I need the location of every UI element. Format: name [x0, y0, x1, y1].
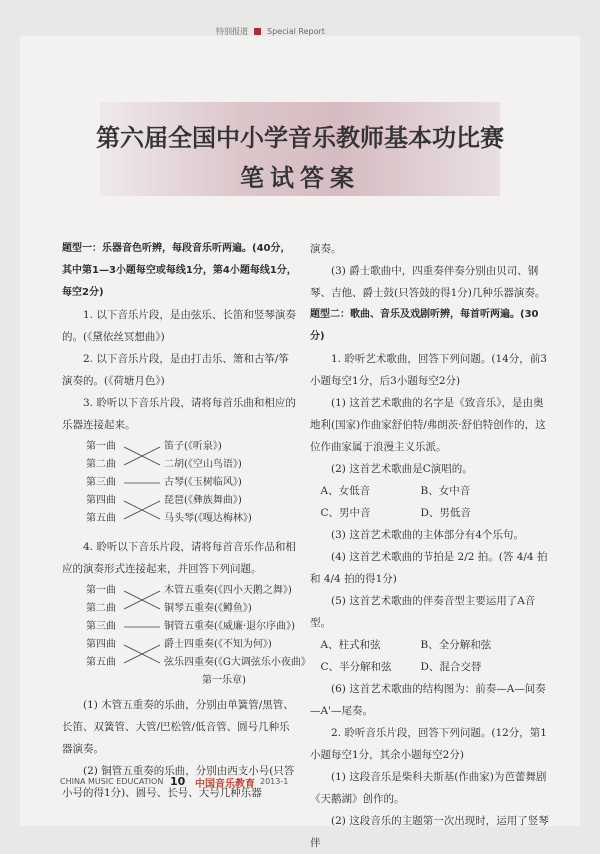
match2-right-4: 爵士四重奏(《不知为何》) [164, 639, 272, 650]
music-answer-2: (2) 这段音乐的主题第一次出现时，运用了竖琴伴 [310, 815, 549, 849]
match2-left-5: 第五曲 [86, 657, 116, 668]
question-type-1-heading: 题型一：乐器音色听辨，每段音乐听两遍。(40分，其中第1—3小题每空或每线1分，第4小题每线1分，每空2分) [62, 243, 297, 298]
footer-journal-name: CHINA MUSIC EDUCATION [60, 777, 164, 786]
match1-right-1: 笛子(《听泉》) [164, 441, 222, 452]
footer-issue: 2013-1 [260, 777, 289, 786]
options-voice [310, 480, 550, 524]
answer-4: 4. 聆听以下音乐片段，请将每首音乐作品和相应的演奏形式连接起来，并回答下列问题。 [62, 541, 296, 575]
song-answer-1: (1) 这首艺术歌曲的名字是《致音乐》，是由奥地利(国家)作曲家舒伯特/弗朗茨·舒伯特创作的，这位作曲家属于浪漫主义乐派。 [310, 397, 546, 453]
option-a: A、女低音 [320, 485, 371, 497]
page-title: 第六届全国中小学音乐教师基本功比赛 [96, 123, 504, 152]
page-subtitle: 笔试答案 [240, 163, 360, 192]
option-d: D、男低音 [420, 507, 471, 519]
answer-4-1: (1) 木管五重奏的乐曲，分别由单簧管/黑管、长笛、双簧管、大管/巴松管/低音管、圆号几种乐器演奏。 [62, 699, 294, 755]
matching-diagram-2 [62, 582, 311, 692]
song-answer-6: (6) 这首艺术歌曲的结构图为：前奏—A—间奏—A'—尾奏。 [310, 683, 546, 717]
question-type-2-heading: 题型二：歌曲、音乐及戏剧听辨，每首听两遍。(30分) [310, 309, 539, 342]
song-answer-2: (2) 这首艺术歌曲是C演唱的。 [331, 463, 473, 475]
page-number: 10 [170, 775, 186, 788]
answer-2: 2. 以下音乐片段，是由打击乐、箫和古筝/筝演奏的。(《荷塘月色》) [62, 353, 289, 387]
options-accompaniment [310, 634, 550, 678]
match2-left-2: 第二曲 [86, 603, 116, 614]
answer-4-2-cont: 演奏。 [310, 243, 342, 255]
song-answer-3: (3) 这首艺术歌曲的主体部分有4个乐句。 [331, 529, 524, 541]
match1-right-2: 二胡(《空山鸟语》) [164, 459, 242, 470]
match1-right-3: 古琴(《玉树临风》) [164, 477, 242, 488]
match2-left-3: 第三曲 [86, 621, 116, 632]
song-question: 1. 聆听艺术歌曲，回答下列问题。(14分，前3小题每空1分，后3小题每空2分) [310, 353, 547, 387]
matching-diagram-1 [62, 438, 298, 534]
answer-4-3: (3) 爵士歌曲中，四重奏伴奏分别由贝司、钢琴、吉他、爵士鼓(只答鼓的得1分)几种乐器演奏。 [310, 265, 546, 299]
match1-left-1: 第一曲 [86, 441, 116, 452]
option-c2: C、半分解和弦 [320, 661, 392, 673]
footer-logo: 中国音乐教育 [195, 779, 255, 790]
match2-right-5: 弦乐四重奏(《G大调弦乐小夜曲》 [164, 657, 311, 668]
option-d2: D、混合交替 [420, 661, 482, 673]
match1-left-2: 第二曲 [86, 459, 116, 470]
match2-right-3: 铜管五重奏(《威廉·退尔序曲》) [164, 621, 295, 632]
match2-left-1: 第一曲 [86, 585, 116, 596]
header-marker-icon [254, 28, 261, 35]
option-b2: B、全分解和弦 [420, 639, 492, 651]
left-column [62, 238, 311, 804]
option-a2: A、柱式和弦 [320, 639, 381, 651]
section-header [216, 26, 325, 37]
match2-right-2: 铜琴五重奏(《鳟鱼》) [164, 603, 252, 614]
match1-right-4: 琵琶(《彝族舞曲》) [164, 495, 242, 506]
match1-left-4: 第四曲 [86, 495, 116, 506]
song-answer-4: (4) 这首艺术歌曲的节拍是 2/2 拍。(答 4/4 拍和 4/4 拍的得1分) [310, 551, 548, 585]
option-b: B、女中音 [420, 485, 471, 497]
answer-1: 1. 以下音乐片段，是由弦乐、长笛和竖琴演奏的。(《黛依丝冥想曲》) [62, 309, 296, 343]
music-question: 2. 聆听音乐片段，回答下列问题。(12分，第1小题每空1分，其余小题每空2分) [310, 727, 547, 761]
match1-left-3: 第三曲 [86, 477, 116, 488]
match2-right-1: 木管五重奏(《四小天鹅之舞》) [164, 585, 292, 596]
page-footer [60, 775, 540, 790]
right-column [310, 238, 550, 854]
song-answer-5: (5) 这首艺术歌曲的伴奏音型主要运用了A音型。 [310, 595, 536, 629]
match1-right-5: 马头琴(《嘎达梅林》) [164, 513, 252, 524]
option-c: C、男中音 [320, 507, 371, 519]
section-label-en: Special Report [267, 27, 325, 36]
match2-left-4: 第四曲 [86, 639, 116, 650]
music-answer-1: (1) 这段音乐是柴科夫斯基(作曲家)为芭蕾舞剧《天鹅湖》创作的。 [310, 771, 547, 805]
answer-3: 3. 聆听以下音乐片段，请将每首乐曲和相应的乐器连接起来。 [62, 397, 296, 431]
answer-4-2: (2) 铜管五重奏的乐曲，分别由西支小号(只答小号的得1分)、圆号、长号、大号几种乐器 [62, 765, 295, 799]
match2-right-5-cont: 第一乐章) [202, 675, 246, 686]
match1-left-5: 第五曲 [86, 513, 116, 524]
section-label-cn: 特别报道 [216, 27, 248, 36]
